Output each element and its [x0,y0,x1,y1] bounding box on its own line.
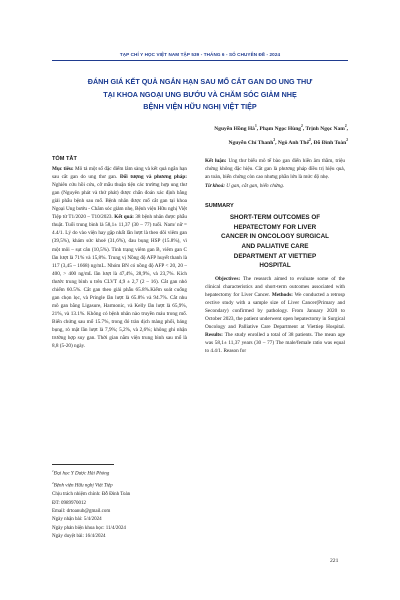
objectives-en-text: The research aimed to evaluate some of the clinical characteristics and short-term outcomes associated with hepatectomy for Liver Cancer. [205,275,345,298]
journal-header: TẠP CHÍ Y HỌC VIỆT NAM TẬP 539 - THÁNG 6 - SỐ CHUYÊN ĐỀ - 2024 [119,52,281,57]
footnotes [52,467,187,542]
results-text: 38 bệnh nhân được phẫu thuật. Tuổi trung bình là 58,1± 11,37 (30 – 77) tuổi. Nam/ nữ = 4.4/1. Lý do vào viện hay gặp nhất lần lượt là theo dõi viêm gan (39,5%), khám sức khoẻ (31,6%), đau bụng HSP (15.8%), vì một môi – sụt cân (10,5%). Tình trạng viêm gan B, viêm gan C lần lượt là 71% và 15,8%. Trung vị Nồng độ AFP huyết thanh là 117 (3,45 – 1668) ng/mL. Nhóm BN có nồng độ AFP < 20, 20 – 400, > 400 ng/mL lần lượt là 47,4%, 28,9%, và 23,7%. Kích thước trung bình u trên CLVT 4,9 ± 2,7 (2 – 16). Cắt gan nhỏ chiếm 60.5%. Cắt gan theo giải phẫu 65.8%.Kiểm soát cuống gan chọn lọc, và Pringle lần lượt là 65.8% và 94.7%. Cắt nhu mô gan bằng Ligasure, Harmonic, và Kelly lần lượt là 65,9%, 21%, và 13.1%. Không có bệnh nhân nào truyền máu trong mổ. Biến chứng sau mổ 15.7%, trong đó tràn dịch màng phổi, báng bụng, rò mật lần lượt là 7,9%; 5,2%, và 2,6%; không ghi nhận trường hợp suy gan. Thời gian nằm viện trung bình sau mổ là 8,8 (5-20) ngày. [52,214,188,350]
conclusion-paragraph [205,157,345,181]
affiliation-mark: 2 [52,481,54,486]
title-line-1: ĐÁNH GIÁ KẾT QUẢ NGẮN HẠN SAU MỔ CẮT GAN DO UNG THƯ [87,77,313,86]
objectives-text: Mô tả một số đặc điểm lâm sàng và kết quả ngắn hạn sau cắt gan do ung thư gan. [52,166,187,181]
author-affiliation-mark: 2 [273,137,276,142]
methods-en-text: We conducted a retrosp cective study with a sample size of Liver Cancer(Primary and Secondary) confirmed by pathology. From January 2020 to October 2023, the patient underwent open hepatectomy in Surgical Oncology and Palliative Care Department at Viettiep Hospital. [205,291,345,331]
author-name: Đỗ Đình Toàn [313,139,347,146]
english-title [205,213,345,271]
author-affiliation-mark: 2 [344,124,347,128]
results-en-label: Results: [205,332,223,339]
english-title-line: DEPARTMENT AT VIETTIEP [233,252,317,260]
author-name: Trịnh Ngọc Nam [305,125,345,132]
author-affiliation-mark: 2 [308,137,311,142]
author-affiliation-mark: 1 [254,124,257,128]
article-title [40,76,360,114]
author-name: Nguyễn Hồng Hà [214,125,255,132]
methods-label: Đối tượng và phương pháp: [119,174,187,181]
english-title-line: HOSPITAL [259,262,291,270]
summary-vi-column [52,155,187,350]
conclusion-text: Ung thư biểu mô tế bào gan điển hiền âm thầm, triệu chứng không đặc hiệu. Cắt gan là phương pháp điều trị hiệu quả, an toàn, biến chứng còn cao nhưng phần lớn là mức độ nhẹ. [205,158,345,181]
footnote-divider [52,464,114,465]
review-date: Ngày phản biện khoa học: 11/4/2024 [52,525,126,531]
received-date: Ngày nhận bài: 5/4/2024 [52,517,102,523]
email: Email: drtoanub@gmail.com [52,508,111,514]
english-title-line: AND PALIATIVE CARE [241,243,309,251]
corresponding-author: Chịu trách nhiệm chính: Đỗ Đình Toàn [52,492,131,498]
header-divider [52,60,348,61]
author-line-1: Nguyễn Hồng $Hà^1$, Phạm Ngọc Hùng$^2$, Trịnh Ngọc Nam$^2$, [214,124,348,132]
accepted-date: Ngày duyệt bài: 16/4/2024 [52,534,106,540]
keywords-text: U gan, cắt gan, biến chứng. [224,183,285,190]
methods-en-label: Methods: [271,291,293,298]
affiliation-1 [52,467,187,479]
results-label: Kết quả: [114,214,134,221]
summary-vi-heading: TÓM TẮT [52,156,77,162]
summary-en-heading: SUMMARY [205,203,234,210]
english-title-line: CANCER IN ONCOLOGY SURGICAL [221,233,329,241]
author-name: Nguyễn Chí Thanh [228,139,274,146]
methods-text: Nghiên cứu hồi cứu, cỡ mẫu thuận tiện các trường hợp ung thư gan (Nguyên phát và thứ phát) được chẩn đoán xác định bằng giải phẫu bệnh sau mổ. Bệnh nhân được mổ cắt gan tại khoa Ngoại Ung bướu - Chăm sóc giảm nhẹ, Bệnh viện Hữu nghị Việt Tiệp từ T1/2020 – T10/2023. [52,182,187,221]
title-line-3: BỆNH VIỆN HỮU NGHỊ VIỆT TIỆP [143,102,257,111]
summary-right-column [205,157,345,355]
summary-en-body [205,275,345,355]
phone: ĐT: 0989970012 [52,500,87,506]
author-line-2: Nguyễn Chí Thanh$^2$, Ngô Anh Thế$^2$, Đỗ Đình Toàn$^2$ [228,137,348,146]
affiliation-2 [52,479,187,491]
conclusion-label: Kết luận: [205,158,227,164]
english-title-line: HEPATECTOMY FOR LIVER [233,223,317,231]
keywords-paragraph [205,182,345,190]
title-line-2: TẠI KHOA NGOẠI UNG BƯỚU VÀ CHĂM SÓC GIẢM NHẸ [103,89,297,99]
summary-vi-body [52,165,187,350]
author-affiliation-mark: 2 [301,124,303,128]
affiliation-text: Bệnh viện Hữu nghị Việt Tiệp [53,483,113,489]
objectives-en-label: Objectives: [215,275,241,282]
keywords-label: Từ khoá: [205,183,225,190]
author-list [48,121,348,149]
objectives-label: Mục tiêu: [52,166,74,173]
affiliation-text: Đại học Y Dược Hải Phòng [53,471,110,477]
author-name: Ngô Anh Thế [277,139,309,146]
affiliation-mark: 1 [52,469,54,473]
author-affiliation-mark: 2 [346,137,348,142]
author-name: Phạm Ngọc Hùng [259,125,302,132]
english-title-line: SHORT-TERM OUTCOMES OF [229,214,321,222]
page-number: 221 [330,558,339,564]
results-en-text: The study enrolled a total of 38 patients. The mean age was 58,1± 11,37 years (30 – 77) The male/female ratio was equal to 4.4/1. Reason for [205,332,345,355]
